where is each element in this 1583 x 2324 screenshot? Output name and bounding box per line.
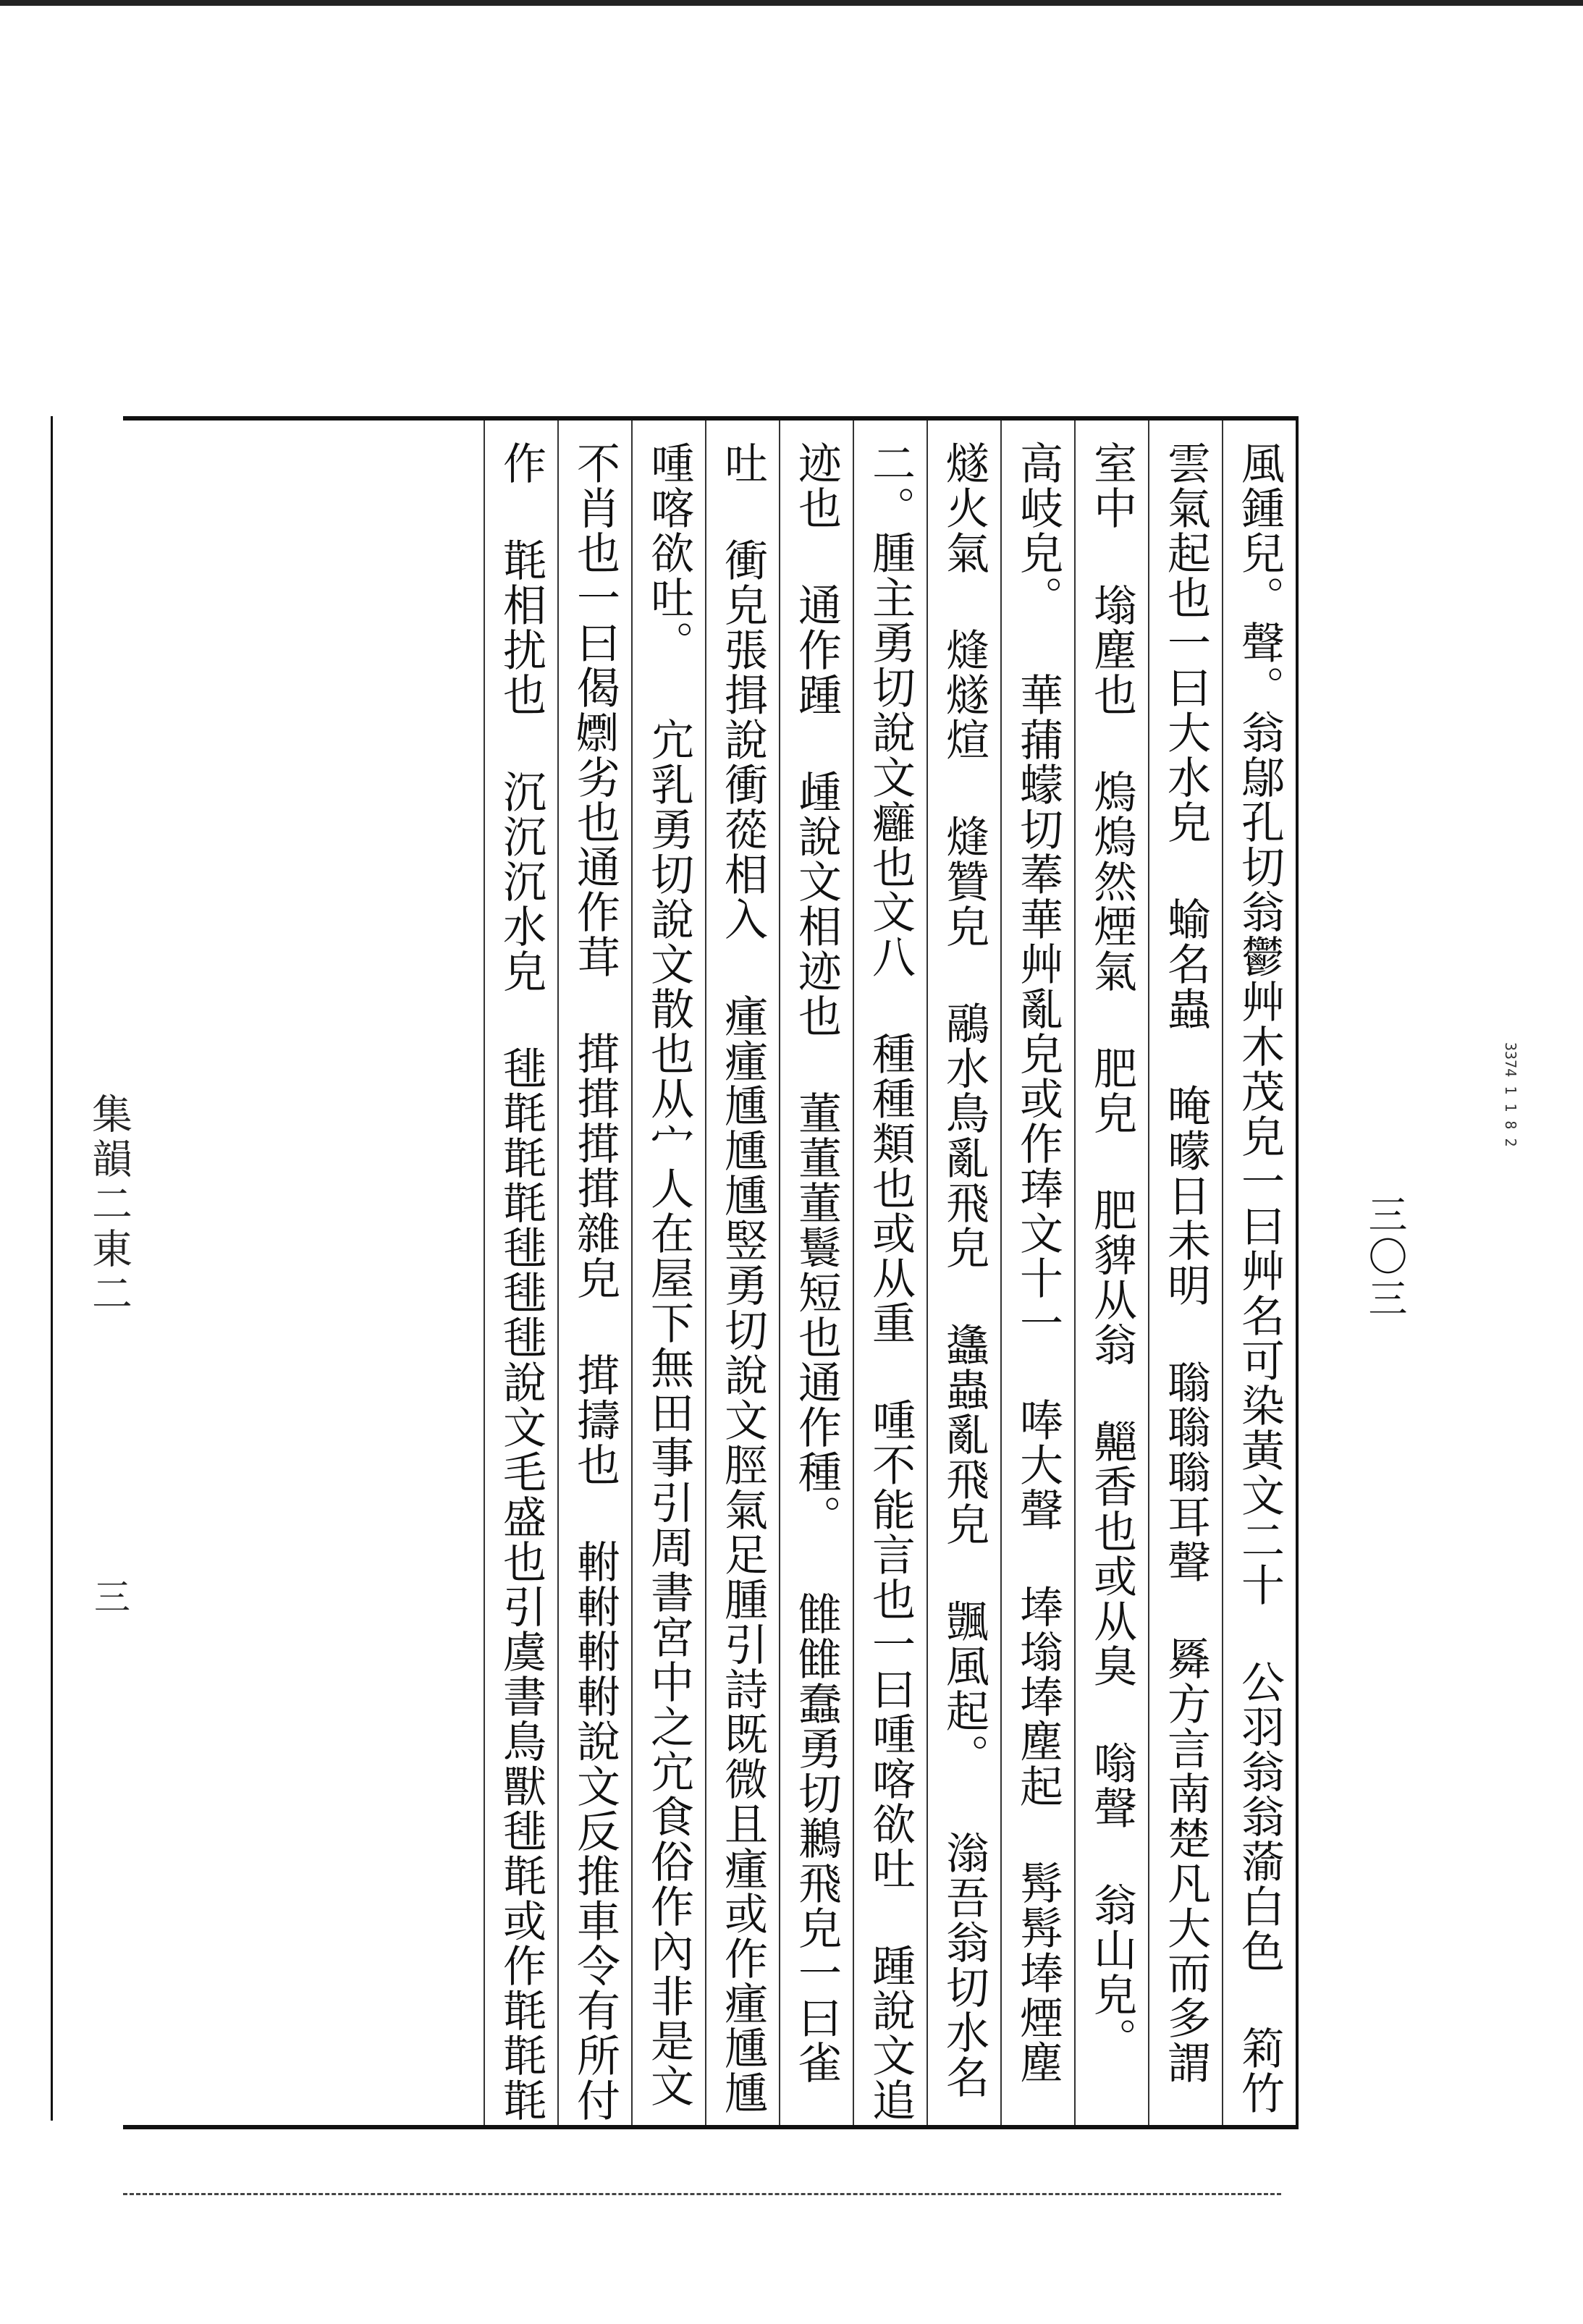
catalog-stamp: 3374 1 1 8 2 bbox=[1502, 1042, 1519, 1147]
column-text: 高岐皃。 華蒱蠓切菶華艸亂皃或作琫文十一 唪大聲 埲塕埲塵起 𩬅𩬅埲煙塵 bbox=[1013, 441, 1063, 2085]
column-text: 二。腫主勇切說文癰也文八 種種類也或从重 喠不能言也一曰喠喀欲吐 踵說文追 bbox=[865, 441, 916, 2123]
column-text: 迹也 通作踵 歱說文相迹也 董董董鬟短也通作種。 雔雔蠢勇切鶼飛皃一曰雀 bbox=[791, 441, 842, 2085]
text-column bbox=[631, 421, 705, 2125]
column-text: 喠喀欲吐。 宂乳勇切說文散也从宀人在屋下無田事引周書宮中之宂食俗作內非是文 bbox=[643, 441, 694, 2108]
column-text: 吐 衝皃張揖說衝蓯相入 瘇瘇尰尰尰竪勇切說文脛氣足腫引詩既微且瘇或作瘇尰尰 bbox=[717, 441, 768, 2116]
column-text: 風鍾兒。聲。翁鄔孔切翁鬱艸木茂皃一曰艸名可染黃文二十 公羽翁翁蕍白色 筣竹 bbox=[1234, 441, 1285, 2116]
column-text: 作 㲨相扰也 沉沉沉水皃 毴㲨㲨㲨毴毴毴說文毛盛也引虞書鳥獸毴㲨或作㲨㲨㲨 bbox=[496, 441, 546, 2123]
text-column bbox=[484, 421, 557, 2125]
bottom-rule bbox=[123, 2193, 1281, 2199]
column-text: 雲氣起也一曰大水皃 蝓名蟲 晻曚日未明 聬聬聬耳聲 䑞方言南楚凡大而多謂 bbox=[1160, 441, 1211, 2085]
column-text: 室中 塕塵也 熓熓然煙氣 肥皃 肥貏从翁 齆香也或从臭 嗡聲 翁山皃。 bbox=[1086, 441, 1137, 2062]
text-column bbox=[705, 421, 779, 2125]
text-column bbox=[1222, 421, 1296, 2125]
gutter-title: 集韻二東二 bbox=[85, 1093, 132, 1317]
text-column bbox=[1000, 421, 1074, 2125]
text-column bbox=[779, 421, 853, 2125]
column-text: 不肖也一曰偈𡢱劣也通作茸 搑搑搑搑雜皃 搑擣也 軵軵軵軵說文反推車令有所付 bbox=[570, 441, 620, 2123]
text-column bbox=[1148, 421, 1222, 2125]
text-columns bbox=[484, 421, 1296, 2125]
page-number: 三〇三 bbox=[1362, 1194, 1408, 1320]
text-column bbox=[557, 421, 631, 2125]
text-column bbox=[853, 421, 926, 2125]
text-column bbox=[1074, 421, 1148, 2125]
text-column bbox=[926, 421, 1000, 2125]
text-frame bbox=[123, 416, 1299, 2129]
top-rule bbox=[0, 0, 1583, 6]
gutter-folio: 三 bbox=[88, 1578, 130, 1614]
column-text: 燧火氣 熢燧煊 熢贊皃 鷊水鳥亂飛皃 蠭蟲亂飛皃 颽風起。 滃吾翁切水名 bbox=[939, 441, 989, 2100]
